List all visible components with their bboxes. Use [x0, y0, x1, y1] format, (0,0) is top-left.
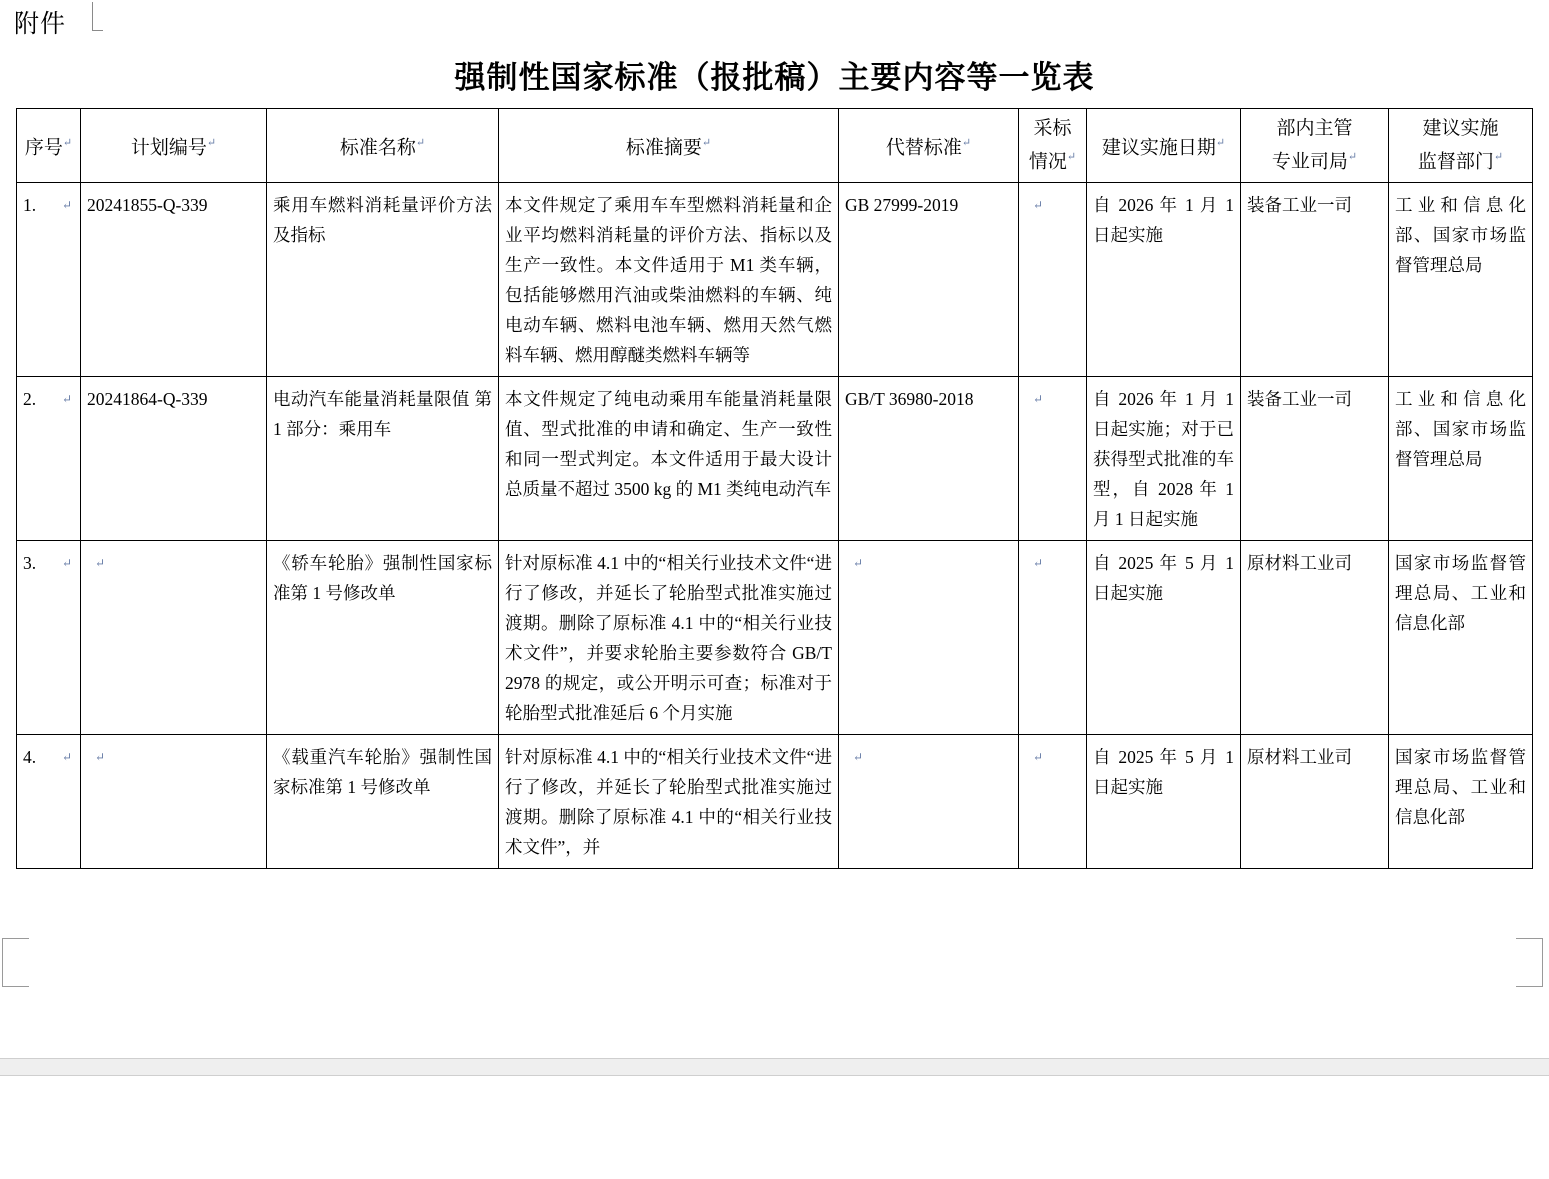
attachment-label: 附件: [14, 10, 67, 38]
cell-plan-no: [81, 735, 267, 869]
cell-supervisor: 工业和信息化部、国家市场监督管理总局: [1389, 183, 1533, 377]
cell-dept: 装备工业一司: [1241, 183, 1389, 377]
paragraph-mark: ↵: [61, 392, 72, 407]
column-header-seq: 序号↵: [17, 109, 81, 183]
page-break-separator: [0, 1058, 1549, 1076]
page-crop-mark-bottom-left: [2, 960, 29, 987]
cell-date: 自 2026 年 1 月 1 日起实施: [1087, 183, 1241, 377]
paragraph-mark: ↵: [1033, 750, 1044, 765]
page-crop-mark-bottom-right: [1516, 960, 1543, 987]
cell-replaced: GB/T 36980-2018: [839, 377, 1019, 541]
table-row: [17, 377, 1533, 541]
paragraph-mark: ↵: [61, 556, 72, 571]
paragraph-mark: ↵: [95, 750, 106, 765]
standards-table: [16, 108, 1533, 869]
cell-seq: 2. ↵: [17, 377, 81, 541]
cell-adopt: [1019, 735, 1087, 869]
cell-date: 自 2026 年 1 月 1 日起实施；对于已获得型式批准的车型，自 2028 年 1 月 1 日起实施: [1087, 377, 1241, 541]
cell-plan-no: [81, 541, 267, 735]
table-row: [17, 183, 1533, 377]
paragraph-mark: ↵: [1493, 151, 1504, 163]
column-header-dept: 部内主管 专业司局↵: [1241, 109, 1389, 183]
cell-abstract: 针对原标准 4.1 中的“相关行业技术文件“进行了修改，并延长了轮胎型式批准实施过渡期。删除了原标准 4.1 中的“相关行业技术文件”，并要求轮胎主要参数符合 GB/T 2978 的规定，或公开明示可查；标准对于轮胎型式批准延后 6 个月实施: [499, 541, 839, 735]
cell-dept: 装备工业一司: [1241, 377, 1389, 541]
cell-date: 自 2025 年 5 月 1 日起实施: [1087, 541, 1241, 735]
column-header-plan-no: 计划编号↵: [81, 109, 267, 183]
table-row: [17, 735, 1533, 869]
page-title: 强制性国家标准（报批稿）主要内容等一览表: [454, 60, 1095, 95]
cell-supervisor: 工业和信息化部、国家市场监督管理总局: [1389, 377, 1533, 541]
cell-adopt: [1019, 541, 1087, 735]
table-row: [17, 541, 1533, 735]
paragraph-mark: ↵: [1033, 392, 1044, 407]
cell-replaced: [839, 541, 1019, 735]
cell-abstract: 本文件规定了纯电动乘用车能量消耗量限值、型式批准的申请和确定、生产一致性和同一型式判定。本文件适用于最大设计总质量不超过 3500 kg 的 M1 类纯电动汽车: [499, 377, 839, 541]
cell-abstract: 针对原标准 4.1 中的“相关行业技术文件“进行了修改，并延长了轮胎型式批准实施过渡期。删除了原标准 4.1 中的“相关行业技术文件”，并: [499, 735, 839, 869]
cell-name: 电动汽车能量消耗量限值 第 1 部分：乘用车: [267, 377, 499, 541]
paragraph-mark: ↵: [62, 137, 73, 149]
cell-plan-no: 20241855-Q-339: [81, 183, 267, 377]
cell-dept: 原材料工业司: [1241, 735, 1389, 869]
paragraph-mark: ↵: [961, 137, 972, 149]
cell-seq: 1. ↵: [17, 183, 81, 377]
cell-replaced: GB 27999-2019: [839, 183, 1019, 377]
column-header-abstract: 标准摘要↵: [499, 109, 839, 183]
column-header-replaced: 代替标准↵: [839, 109, 1019, 183]
column-header-name: 标准名称↵: [267, 109, 499, 183]
paragraph-mark: ↵: [1215, 137, 1226, 149]
cell-seq: 3. ↵: [17, 541, 81, 735]
column-header-supervisor: 建议实施 监督部门↵: [1389, 109, 1533, 183]
cell-dept: 原材料工业司: [1241, 541, 1389, 735]
cell-seq: 4. ↵: [17, 735, 81, 869]
paragraph-mark: ↵: [701, 137, 712, 149]
paragraph-mark: ↵: [61, 198, 72, 213]
paragraph-mark: ↵: [1066, 151, 1077, 163]
cell-name: 乘用车燃料消耗量评价方法及指标: [267, 183, 499, 377]
paragraph-mark: ↵: [853, 750, 864, 765]
column-header-date: 建议实施日期↵: [1087, 109, 1241, 183]
cell-adopt: [1019, 377, 1087, 541]
cell-abstract: 本文件规定了乘用车车型燃料消耗量和企业平均燃料消耗量的评价方法、指标以及生产一致性。本文件适用于 M1 类车辆，包括能够燃用汽油或柴油燃料的车辆、纯电动车辆、燃料电池车辆、燃用天然气燃料车辆、燃用醇醚类燃料车辆等: [499, 183, 839, 377]
cell-date: 自 2025 年 5 月 1 日起实施: [1087, 735, 1241, 869]
paragraph-mark: ↵: [1347, 151, 1358, 163]
cell-name: 《轿车轮胎》强制性国家标准第 1 号修改单: [267, 541, 499, 735]
paragraph-mark: ↵: [415, 137, 426, 149]
paragraph-mark: ↵: [95, 556, 106, 571]
attachment-paragraph-mark: [92, 2, 103, 31]
paragraph-mark: ↵: [206, 137, 217, 149]
cell-name: 《载重汽车轮胎》强制性国家标准第 1 号修改单: [267, 735, 499, 869]
paragraph-mark: ↵: [853, 556, 864, 571]
cell-supervisor: 国家市场监督管理总局、工业和信息化部: [1389, 541, 1533, 735]
paragraph-mark: ↵: [1033, 198, 1044, 213]
cell-supervisor: 国家市场监督管理总局、工业和信息化部: [1389, 735, 1533, 869]
cell-replaced: [839, 735, 1019, 869]
table-header-row: [17, 109, 1533, 183]
cell-plan-no: 20241864-Q-339: [81, 377, 267, 541]
paragraph-mark: ↵: [61, 750, 72, 765]
column-header-adopt: 采标 情况↵: [1019, 109, 1087, 183]
cell-adopt: [1019, 183, 1087, 377]
paragraph-mark: ↵: [1033, 556, 1044, 571]
